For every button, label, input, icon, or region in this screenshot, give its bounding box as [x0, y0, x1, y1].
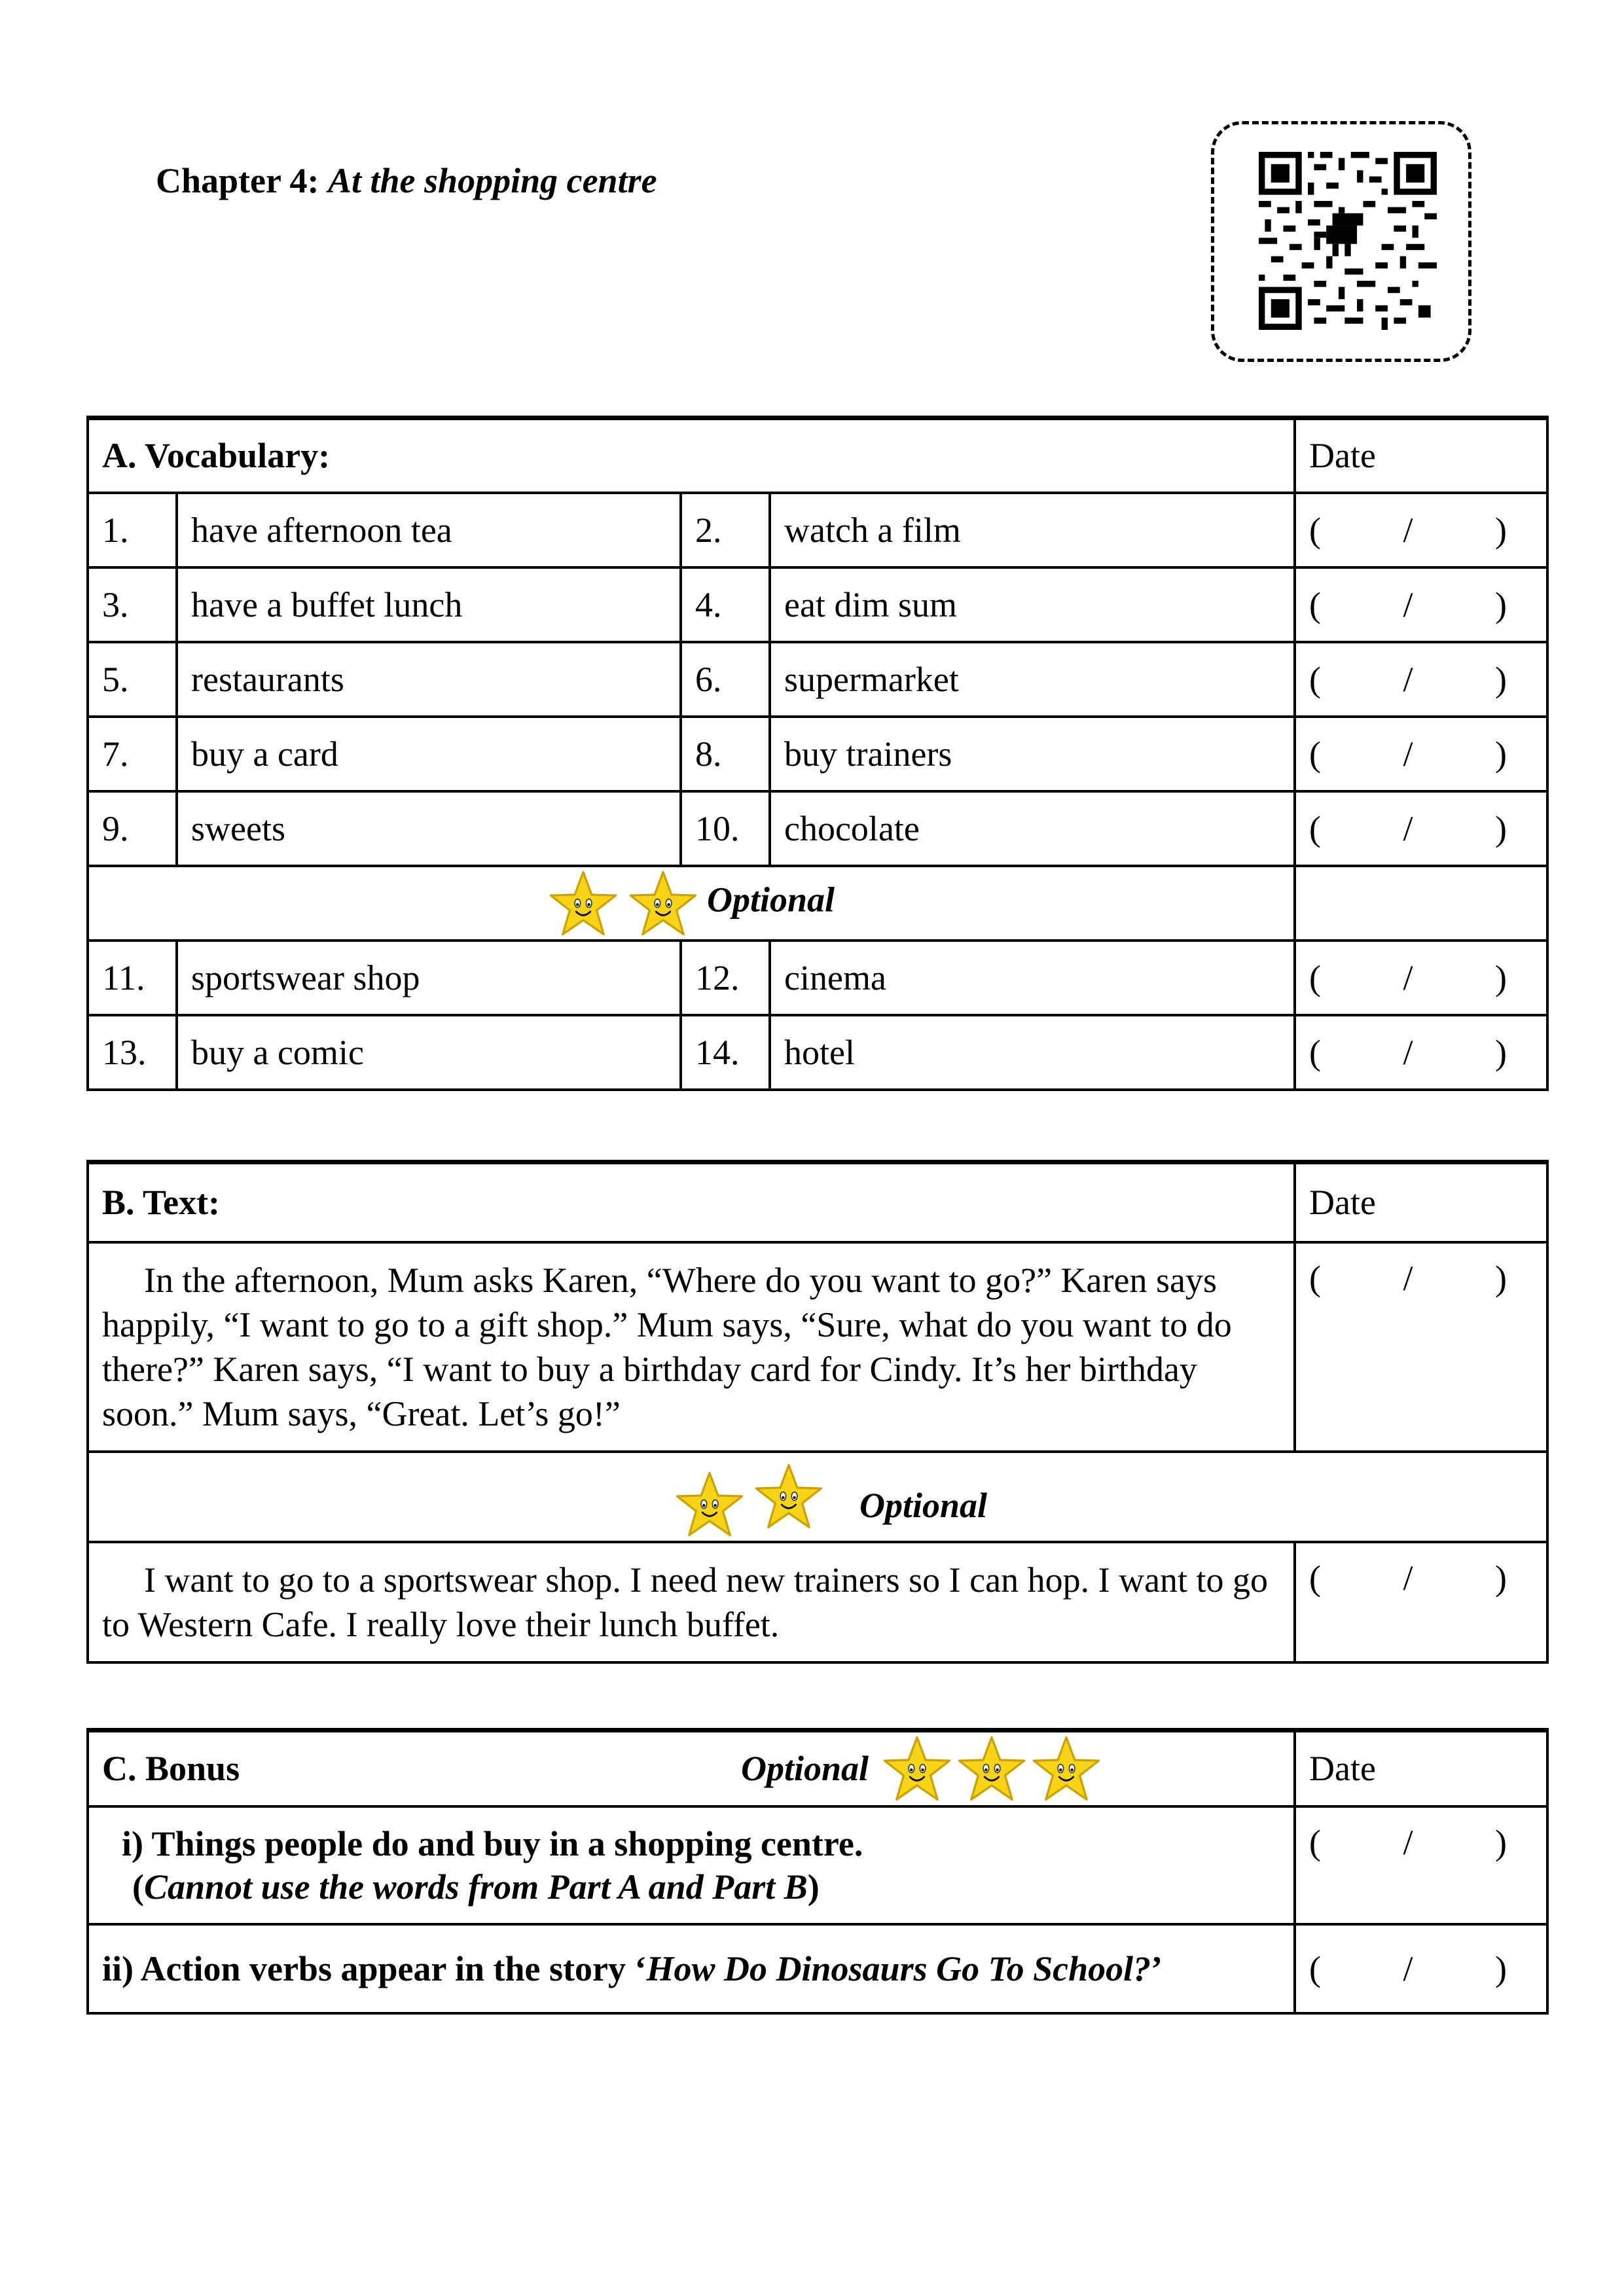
vocab-word: watch a film [770, 493, 1295, 567]
qr-code-frame [1211, 121, 1471, 362]
vocab-number: 9. [88, 791, 177, 866]
vocab-word: buy a comic [177, 1015, 681, 1090]
vocab-number: 7. [88, 717, 177, 791]
vocab-row [88, 941, 1547, 1015]
section-a-optional-row [88, 866, 1547, 941]
vocab-row [88, 493, 1547, 567]
star-icon [1031, 1734, 1102, 1803]
vocab-row [88, 791, 1547, 866]
vocab-number: 8. [681, 717, 770, 791]
date-entry: ( / ) [1295, 717, 1547, 791]
vocab-word: buy trainers [770, 717, 1295, 791]
reading-paragraph: In the afternoon, Mum asks Karen, “Where do you want to go?” Karen says happily, “I want to go to a gift shop.” Mum says, “Sure, what do you want to do there?” Karen says, “I want to buy a birthday card for Cindy. It’s her birthday soon.” Mum says, “Great. Let’s go!” [88, 1242, 1295, 1452]
date-entry: ( / ) [1295, 1015, 1547, 1090]
section-a-title: A. Vocabulary: [88, 418, 1295, 493]
vocab-word: hotel [770, 1015, 1295, 1090]
star-icon [628, 869, 698, 937]
star-icon [674, 1470, 745, 1538]
star-icon [956, 1734, 1027, 1803]
star-icon [548, 869, 619, 937]
section-c-date-header: Date [1295, 1731, 1547, 1806]
bonus-table [86, 1728, 1549, 2015]
vocab-word: buy a card [177, 717, 681, 791]
vocab-number: 13. [88, 1015, 177, 1090]
vocab-row [88, 642, 1547, 717]
vocab-number: 10. [681, 791, 770, 866]
vocab-word: restaurants [177, 642, 681, 717]
vocab-number: 3. [88, 567, 177, 642]
section-b-date-header: Date [1295, 1162, 1547, 1242]
vocab-row [88, 1015, 1547, 1090]
vocab-number: 1. [88, 493, 177, 567]
section-b-title: B. Text: [88, 1162, 1295, 1242]
optional-label: Optional [707, 879, 835, 919]
vocab-number: 11. [88, 941, 177, 1015]
vocab-word: sportswear shop [177, 941, 681, 1015]
date-entry: ( / ) [1295, 567, 1547, 642]
chapter-label: Chapter 4: [156, 161, 319, 200]
star-icon [753, 1462, 824, 1530]
vocab-row [88, 567, 1547, 642]
star-icon [882, 1734, 952, 1803]
qr-code-icon [1259, 152, 1437, 330]
vocab-number: 12. [681, 941, 770, 1015]
vocab-number: 14. [681, 1015, 770, 1090]
section-a-date-header: Date [1295, 418, 1547, 493]
date-entry: ( / ) [1295, 1542, 1547, 1662]
date-entry: ( / ) [1295, 493, 1547, 567]
bonus-item-2: ii) Action verbs appear in the story ‘How Do Dinosaurs Go To School?’ [88, 1924, 1295, 2013]
date-entry: ( / ) [1295, 642, 1547, 717]
optional-label: Optional [741, 1749, 869, 1789]
vocab-row [88, 717, 1547, 791]
date-entry: ( / ) [1295, 791, 1547, 866]
vocabulary-table [86, 416, 1549, 1091]
vocab-word: have afternoon tea [177, 493, 681, 567]
vocab-word: have a buffet lunch [177, 567, 681, 642]
text-table [86, 1160, 1549, 1664]
vocab-word: eat dim sum [770, 567, 1295, 642]
section-b-optional-row [88, 1452, 1547, 1542]
chapter-title [156, 160, 657, 201]
date-entry: ( / ) [1295, 941, 1547, 1015]
date-entry: ( / ) [1295, 1242, 1547, 1452]
optional-label: Optional [859, 1485, 988, 1525]
bonus-item-1-text: i) Things people do and buy in a shopping centre. [122, 1823, 863, 1863]
section-c-header [88, 1731, 1295, 1806]
vocab-number: 5. [88, 642, 177, 717]
section-c-title: C. Bonus [102, 1749, 240, 1789]
date-entry: ( / ) [1295, 1806, 1547, 1924]
vocab-word: chocolate [770, 791, 1295, 866]
vocab-word: sweets [177, 791, 681, 866]
vocab-word: supermarket [770, 642, 1295, 717]
date-entry: ( / ) [1295, 1924, 1547, 2013]
chapter-name: At the shopping centre [328, 161, 657, 200]
bonus-item-1-note: (Cannot use the words from Part A and Part B) [132, 1867, 820, 1907]
optional-paragraph: I want to go to a sportswear shop. I need new trainers so I can hop. I want to go to Western Cafe. I really love their lunch buffet. [88, 1542, 1295, 1662]
vocab-number: 2. [681, 493, 770, 567]
bonus-item-1 [88, 1806, 1295, 1924]
vocab-number: 4. [681, 567, 770, 642]
vocab-number: 6. [681, 642, 770, 717]
vocab-word: cinema [770, 941, 1295, 1015]
